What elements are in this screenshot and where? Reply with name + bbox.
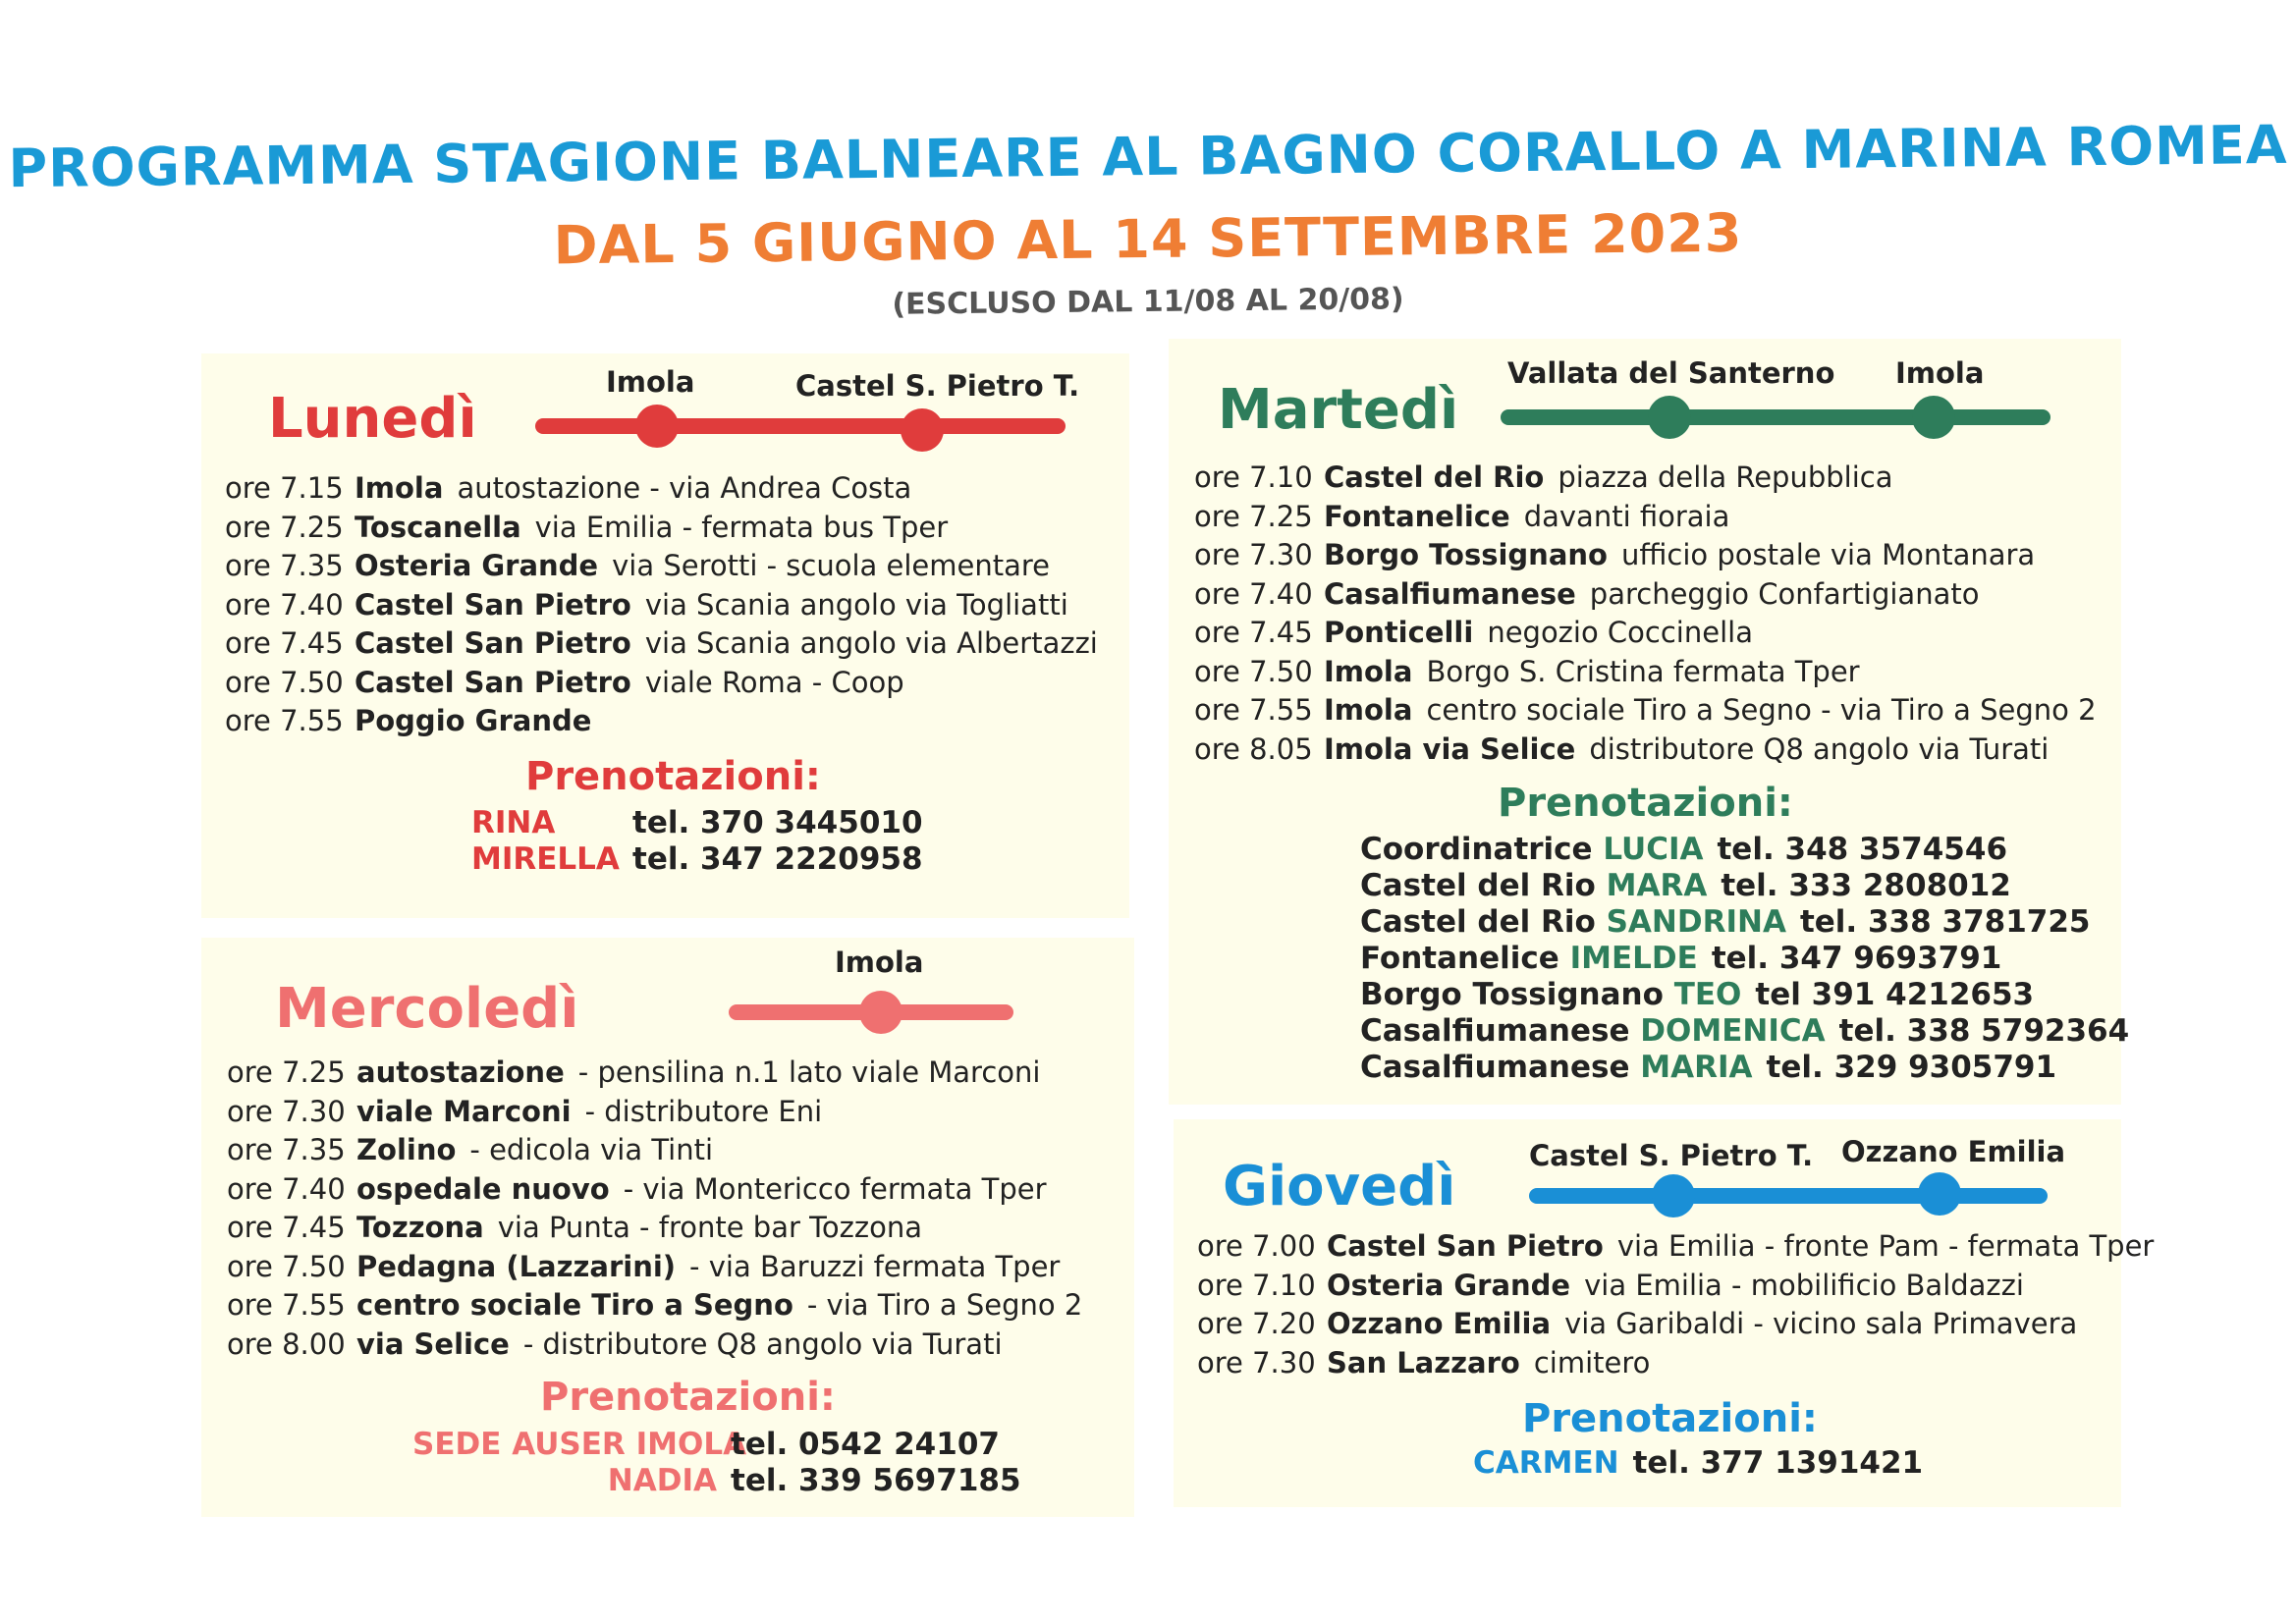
day-title: Giovedì [1223, 1155, 1456, 1218]
contact-phone: tel. 0542 24107 [731, 1427, 1000, 1462]
contact-area: Casalfiumanese [1360, 1050, 1641, 1085]
schedule-place: Osteria Grande [355, 549, 599, 582]
schedule-list [225, 469, 1098, 741]
panel-giovedi [1174, 1119, 2155, 1507]
bookings-contacts [1473, 1445, 1923, 1482]
schedule-time: ore 7.55 [227, 1288, 346, 1322]
schedule-detail: via Punta - fronte bar Tozzona [497, 1211, 922, 1244]
route-stop-dot [1912, 396, 1955, 439]
schedule-detail: davanti fioraia [1523, 499, 1730, 533]
route-stop-label: Vallata del Santerno [1507, 356, 1835, 390]
schedule-detail: via Emilia - mobilificio Baldazzi [1584, 1268, 2024, 1302]
schedule-row [227, 1248, 1082, 1287]
schedule-time: ore 7.45 [227, 1211, 346, 1244]
contact-name: NADIA [607, 1463, 717, 1498]
contact-phone: tel. 339 5697185 [731, 1463, 1021, 1498]
schedule-time: ore 8.00 [227, 1326, 346, 1361]
schedule-place: Osteria Grande [1327, 1268, 1571, 1302]
schedule-time: ore 7.50 [1194, 654, 1313, 688]
schedule-row [225, 624, 1098, 664]
schedule-row [1197, 1344, 2154, 1383]
route-line [535, 418, 1066, 434]
schedule-row [225, 469, 1098, 509]
schedule-row [1197, 1305, 2154, 1344]
schedule-row [1197, 1267, 2154, 1306]
schedule-place: Castel San Pietro [355, 626, 631, 660]
contact-row [1360, 868, 2129, 904]
contact-phone: tel. 348 3574546 [1717, 832, 2008, 867]
day-title: Mercoledì [275, 977, 579, 1041]
schedule-row [227, 1209, 1082, 1248]
contact-area: Fontanelice [1360, 941, 1570, 976]
schedule-detail: via Serotti - scuola elementare [612, 549, 1050, 582]
schedule-time: ore 7.50 [225, 665, 344, 699]
schedule-row [1194, 536, 2097, 575]
schedule-place: Imola [1324, 654, 1413, 688]
bookings-contacts [412, 1427, 1021, 1499]
contact-name: SEDE AUSER IMOLA [412, 1427, 747, 1462]
schedule-place: Zolino [356, 1133, 457, 1166]
schedule-detail: piazza della Repubblica [1558, 460, 1893, 494]
schedule-time: ore 7.50 [227, 1249, 346, 1283]
schedule-detail: - via Baruzzi fermata Tper [689, 1249, 1061, 1283]
route-stop-label: Castel S. Pietro T. [1529, 1139, 1814, 1172]
schedule-detail: negozio Coccinella [1487, 616, 1753, 649]
schedule-time: ore 7.30 [1197, 1345, 1316, 1380]
schedule-detail: - via Tiro a Segno 2 [806, 1288, 1083, 1322]
schedule-time: ore 7.10 [1194, 460, 1313, 494]
schedule-place: Borgo Tossignano [1324, 538, 1608, 571]
contact-name: CARMEN [1473, 1445, 1619, 1481]
schedule-row [1194, 498, 2097, 537]
schedule-time: ore 7.35 [227, 1133, 346, 1166]
schedule-row [1194, 691, 2097, 730]
schedule-detail: centro sociale Tiro a Segno - via Tiro a Segno 2 [1426, 693, 2097, 727]
schedule-time: ore 7.30 [227, 1094, 346, 1128]
schedule-list [1197, 1227, 2154, 1382]
schedule-place: ospedale nuovo [356, 1171, 610, 1206]
schedule-place: Imola [1324, 693, 1413, 727]
schedule-detail: via Garibaldi - vicino sala Primavera [1564, 1307, 2078, 1340]
schedule-row [225, 509, 1098, 548]
route-stop-label: Imola [1895, 356, 1985, 390]
schedule-detail: cimitero [1533, 1345, 1651, 1380]
schedule-time: ore 7.00 [1197, 1229, 1316, 1263]
contact-name: SANDRINA [1606, 904, 1786, 940]
schedule-place: Ponticelli [1324, 616, 1474, 649]
season-dates: DAL 5 GIUGNO AL 14 SETTEMBRE 2023 [553, 201, 1743, 277]
route-stop-label: Imola [835, 946, 924, 979]
schedule-place: Ozzano Emilia [1327, 1307, 1552, 1340]
schedule-place: Fontanelice [1324, 499, 1510, 533]
schedule-place: San Lazzaro [1327, 1345, 1520, 1380]
contact-name: MIRELLA [471, 841, 620, 877]
contact-area: Castel del Rio [1360, 904, 1607, 940]
schedule-time: ore 7.55 [1194, 693, 1313, 727]
schedule-row [1194, 575, 2097, 615]
schedule-time: ore 7.15 [225, 471, 344, 505]
contact-name: MARA [1606, 868, 1708, 903]
schedule-place: Casalfiumanese [1324, 576, 1576, 611]
schedule-row [227, 1170, 1082, 1210]
contact-row [412, 1463, 1021, 1499]
contact-row [1360, 832, 2129, 868]
schedule-detail: Borgo S. Cristina fermata Tper [1426, 654, 1860, 688]
contact-row [471, 805, 923, 841]
contact-name: RINA [471, 805, 556, 840]
contact-row [412, 1427, 1021, 1463]
schedule-time: ore 7.35 [225, 549, 344, 582]
schedule-time: ore 7.45 [1194, 616, 1313, 649]
page-title: PROGRAMMA STAGIONE BALNEARE AL BAGNO CORALLO A MARINA ROMEA [8, 113, 2288, 200]
schedule-row [225, 702, 1098, 741]
schedule-place: viale Marconi [356, 1094, 572, 1128]
schedule-row [227, 1054, 1082, 1093]
contact-row [1360, 1050, 2129, 1086]
schedule-time: ore 7.55 [225, 704, 344, 737]
bookings-contacts [1360, 832, 2129, 1086]
contact-phone: tel. 377 1391421 [1632, 1445, 1924, 1481]
route-stop-dot [1648, 396, 1691, 439]
schedule-time: ore 7.10 [1197, 1268, 1316, 1302]
schedule-detail: via Scania angolo via Albertazzi [644, 626, 1098, 660]
schedule-time: ore 7.20 [1197, 1307, 1316, 1340]
contact-phone: tel. 370 3445010 [632, 805, 923, 840]
schedule-time: ore 7.45 [225, 626, 344, 660]
contact-row [1360, 941, 2129, 977]
route-line [1529, 1188, 2048, 1204]
contact-phone: tel. 338 3781725 [1799, 904, 2091, 940]
schedule-place: via Selice [356, 1326, 510, 1361]
schedule-time: ore 7.25 [1194, 499, 1313, 533]
day-title: Martedì [1218, 378, 1459, 442]
schedule-detail: - edicola via Tinti [469, 1133, 714, 1166]
schedule-detail: autostazione - via Andrea Costa [457, 471, 912, 505]
schedule-time: ore 7.25 [225, 510, 344, 544]
schedule-row [1194, 730, 2097, 770]
day-title: Lunedì [268, 387, 477, 451]
contact-row [471, 841, 923, 878]
schedule-place: Castel del Rio [1324, 460, 1545, 494]
contact-name: DOMENICA [1640, 1013, 1826, 1049]
contact-area: Castel del Rio [1360, 868, 1607, 903]
route-stop-dot [635, 405, 679, 448]
contact-phone: tel. 347 9693791 [1711, 941, 2002, 976]
schedule-detail: viale Roma - Coop [644, 665, 904, 699]
bookings-contacts [471, 805, 923, 878]
route-stop-label: Ozzano Emilia [1841, 1135, 2066, 1168]
contact-name: MARIA [1640, 1050, 1753, 1085]
contact-area: Borgo Tossignano [1360, 977, 1674, 1012]
schedule-time: ore 7.40 [227, 1171, 346, 1206]
schedule-detail: - distributore Q8 angolo via Turati [522, 1326, 1003, 1361]
contact-phone: tel 391 4212653 [1755, 977, 2035, 1012]
schedule-place: Castel San Pietro [1327, 1229, 1604, 1263]
bookings-title: Prenotazioni: [1522, 1396, 1818, 1441]
schedule-place: autostazione [356, 1055, 565, 1089]
schedule-row [227, 1325, 1082, 1365]
schedule-place: centro sociale Tiro a Segno [356, 1288, 793, 1322]
schedule-time: ore 7.40 [1194, 576, 1313, 611]
schedule-detail: - via Montericco fermata Tper [623, 1171, 1047, 1206]
route-stop-label: Castel S. Pietro T. [795, 369, 1080, 403]
route-line [1501, 409, 2050, 425]
schedule-list [1194, 459, 2097, 769]
schedule-row [1194, 459, 2097, 498]
contact-row [1360, 904, 2129, 941]
schedule-row [227, 1131, 1082, 1170]
schedule-row [1194, 653, 2097, 692]
schedule-detail: - distributore Eni [584, 1094, 823, 1128]
route-stop-label: Imola [606, 365, 695, 399]
contact-area: Coordinatrice [1360, 832, 1604, 867]
schedule-row [225, 664, 1098, 703]
schedule-place: Castel San Pietro [355, 665, 631, 699]
contact-phone: tel. 329 9305791 [1766, 1050, 2057, 1085]
contact-row [1473, 1445, 1923, 1482]
contact-name: IMELDE [1569, 941, 1698, 976]
contact-phone: tel. 338 5792364 [1838, 1013, 2130, 1049]
panel-martedi [1169, 339, 2130, 1105]
schedule-detail: - pensilina n.1 lato viale Marconi [577, 1055, 1041, 1089]
schedule-detail: via Scania angolo via Togliatti [644, 587, 1068, 622]
contact-row [1360, 1013, 2129, 1050]
schedule-place: Castel San Pietro [355, 587, 631, 622]
schedule-detail: via Emilia - fermata bus Tper [534, 510, 949, 544]
schedule-detail: distributore Q8 angolo via Turati [1589, 731, 2050, 766]
contact-row [1360, 977, 2129, 1013]
schedule-row [225, 547, 1098, 586]
contact-name: LUCIA [1603, 832, 1704, 867]
bookings-title: Prenotazioni: [525, 754, 821, 799]
schedule-row [1194, 614, 2097, 653]
route-stop-dot [1918, 1172, 1961, 1216]
route-stop-dot [901, 408, 944, 452]
schedule-place: Poggio Grande [355, 704, 592, 737]
panel-lunedi [201, 353, 1129, 918]
schedule-place: Pedagna (Lazzarini) [356, 1249, 677, 1283]
contact-name: TEO [1673, 977, 1742, 1012]
schedule-place: Imola [355, 471, 444, 505]
route-stop-dot [859, 991, 902, 1034]
schedule-place: Tozzona [356, 1211, 484, 1244]
schedule-time: ore 7.30 [1194, 538, 1313, 571]
schedule-detail: via Emilia - fronte Pam - fermata Tper [1616, 1229, 2155, 1263]
panel-mercoledi [201, 938, 1134, 1517]
contact-area: Casalfiumanese [1360, 1013, 1641, 1049]
schedule-place: Toscanella [355, 510, 521, 544]
schedule-list [227, 1054, 1082, 1364]
schedule-row [1197, 1227, 2154, 1267]
route-stop-dot [1652, 1174, 1695, 1217]
contact-phone: tel. 347 2220958 [632, 841, 923, 877]
contact-phone: tel. 333 2808012 [1721, 868, 2011, 903]
schedule-time: ore 8.05 [1194, 731, 1313, 766]
schedule-detail: ufficio postale via Montanara [1620, 538, 2036, 571]
schedule-detail: parcheggio Confartigianato [1589, 576, 1980, 611]
exclusion-note: (ESCLUSO DAL 11/08 AL 20/08) [892, 282, 1404, 322]
schedule-row [227, 1093, 1082, 1132]
schedule-time: ore 7.40 [225, 587, 344, 622]
bookings-title: Prenotazioni: [1498, 781, 1793, 826]
schedule-row [227, 1286, 1082, 1325]
schedule-place: Imola via Selice [1324, 731, 1576, 766]
schedule-row [225, 586, 1098, 625]
schedule-time: ore 7.25 [227, 1055, 346, 1089]
bookings-title: Prenotazioni: [540, 1375, 836, 1420]
